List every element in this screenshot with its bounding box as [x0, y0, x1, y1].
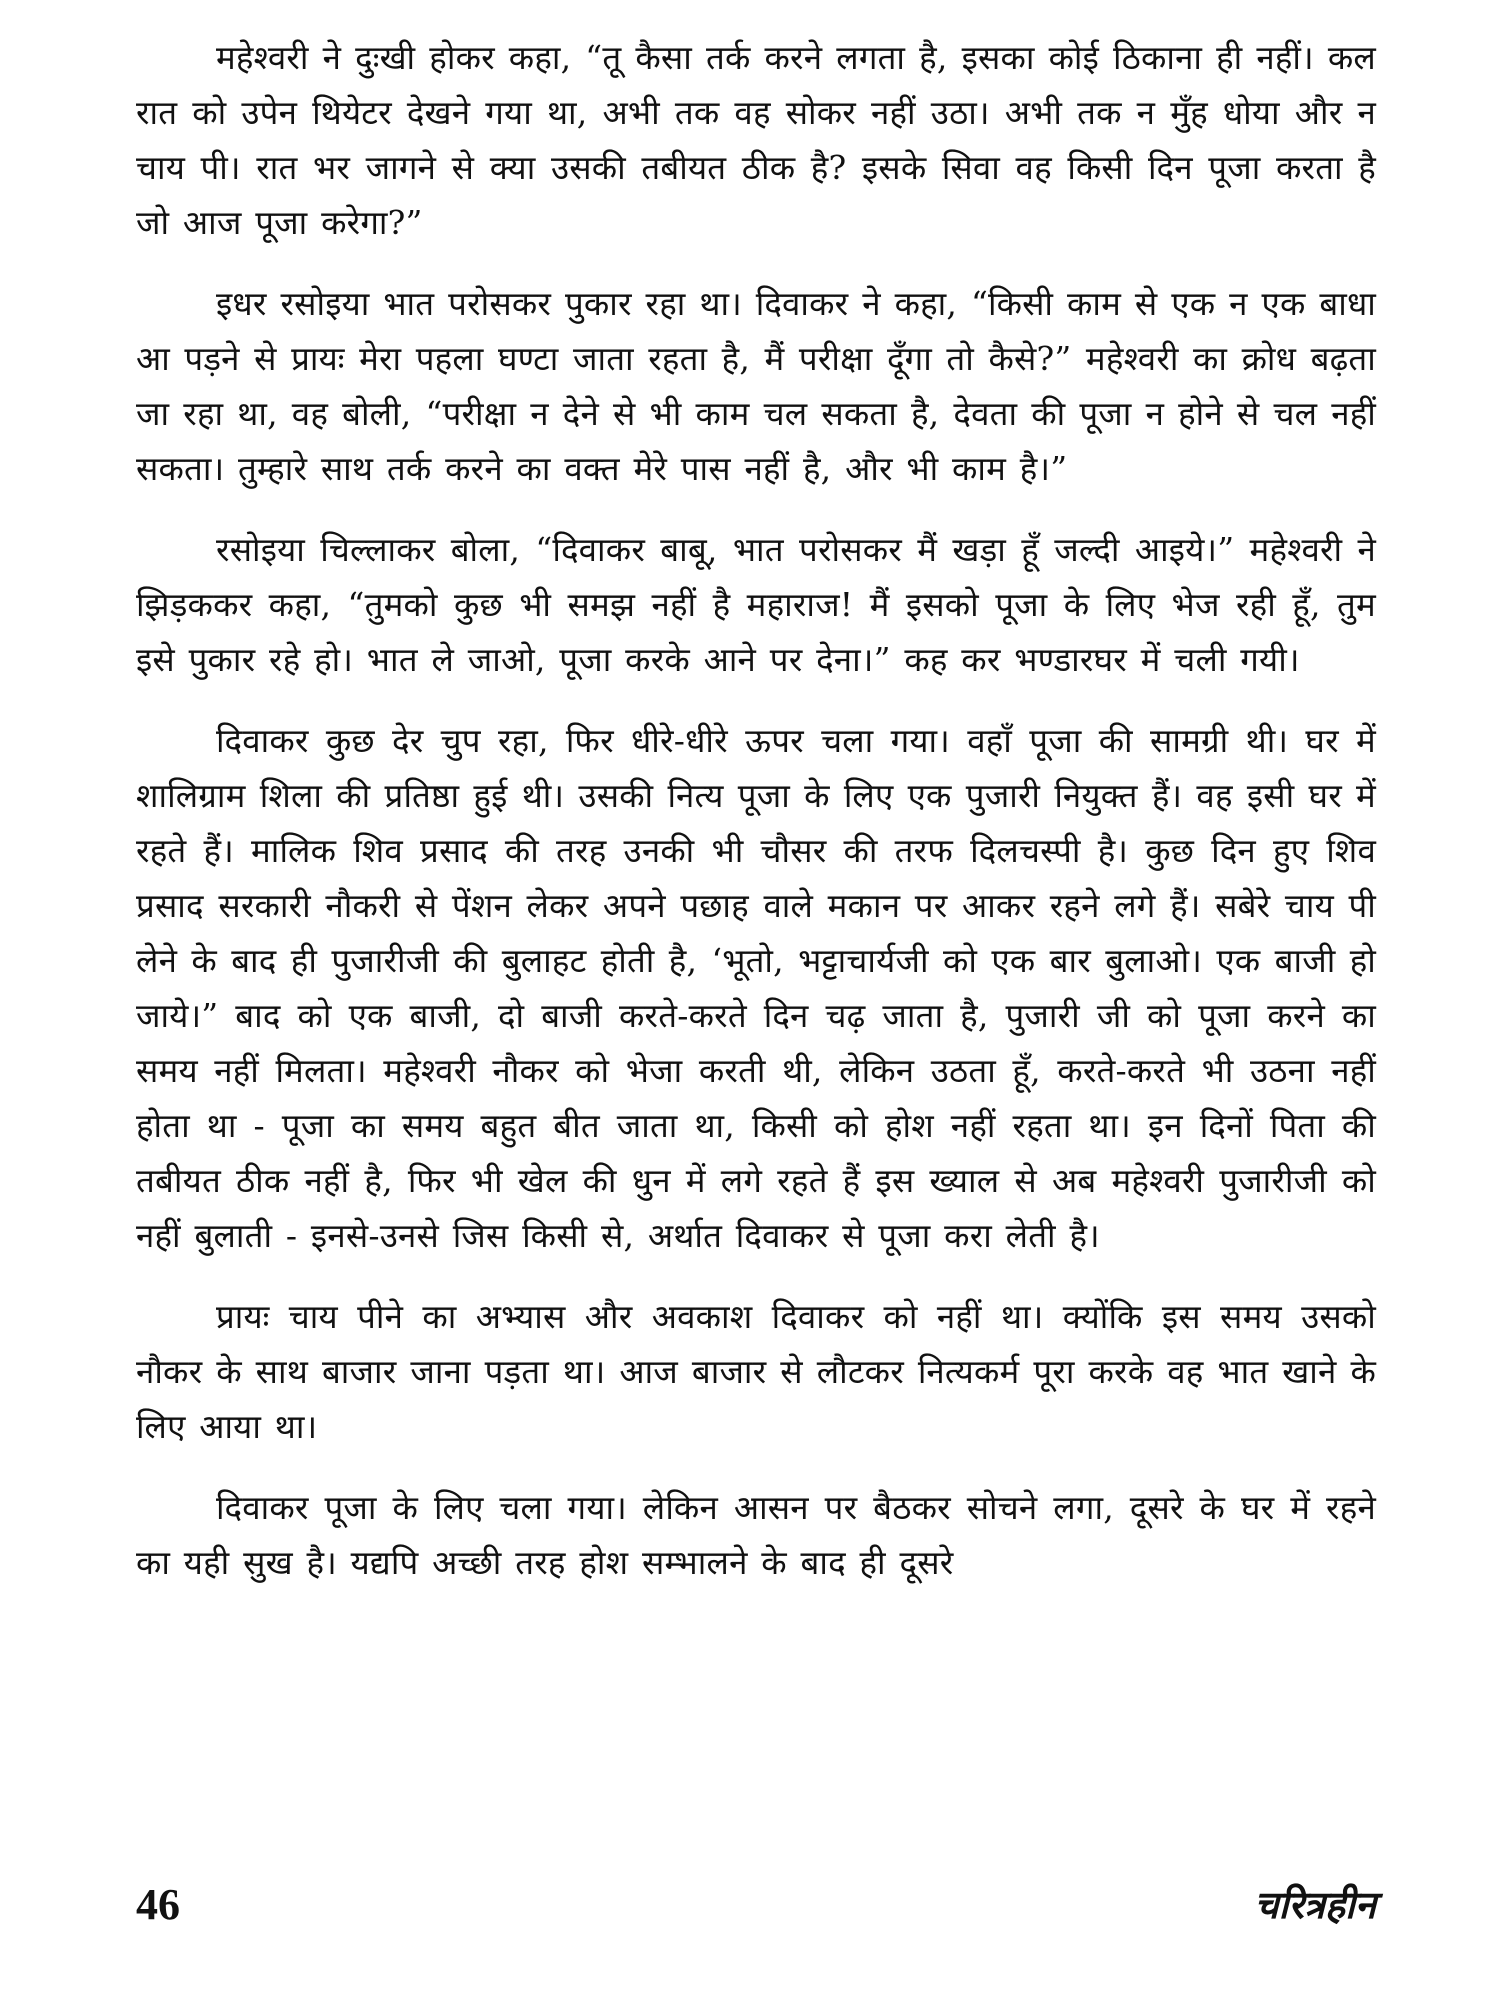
book-page [136, 30, 1376, 1970]
paragraph-5: प्रायः चाय पीने का अभ्यास और अवकाश दिवाकर को नहीं था। क्योंकि इस समय उसको नौकर के साथ बाजार जाना पड़ता था। आज बाजार से लौटकर नित्यकर्म पूरा करके वह भात खाने के लिए आया था। [136, 1297, 1376, 1446]
paragraph-3: रसोइया चिल्लाकर बोला, “दिवाकर बाबू, भात परोसकर मैं खड़ा हूँ जल्दी आइये।” महेश्वरी ने झिड़ककर कहा, “तुमको कुछ भी समझ नहीं है महाराज! मैं इसको पूजा के लिए भेज रही हूँ, तुम इसे पुकार रहे हो। भात ले जाओ, पूजा करके आने पर देना।” कह कर भण्डारघर में चली गयी। [136, 530, 1376, 679]
running-title: चरित्रहीन [1254, 1883, 1376, 1927]
body-text [136, 30, 1376, 1616]
paragraph-6: दिवाकर पूजा के लिए चला गया। लेकिन आसन पर बैठकर सोचने लगा, दूसरे के घर में रहने का यही सुख है। यद्यपि अच्छी तरह होश सम्भालने के बाद ही दूसरे [136, 1488, 1376, 1582]
paragraph-2: इधर रसोइया भात परोसकर पुकार रहा था। दिवाकर ने कहा, “किसी काम से एक न एक बाधा आ पड़ने से प्रायः मेरा पहला घण्टा जाता रहता है, मैं परीक्षा दूँगा तो कैसे?” महेश्वरी का क्रोध बढ़ता जा रहा था, वह बोली, “परीक्षा न देने से भी काम चल सकता है, देवता की पूजा न होने से चल नहीं सकता। तुम्हारे साथ तर्क करने का वक्त मेरे पास नहीं है, और भी काम है।” [136, 284, 1376, 488]
page-footer [136, 1875, 1376, 1955]
paragraph-4: दिवाकर कुछ देर चुप रहा, फिर धीरे-धीरे ऊपर चला गया। वहाँ पूजा की सामग्री थी। घर में शालिग्राम शिला की प्रतिष्ठा हुई थी। उसकी नित्य पूजा के लिए एक पुजारी नियुक्त हैं। वह इसी घर में रहते हैं। मालिक शिव प्रसाद की तरह उनकी भी चौसर की तरफ दिलचस्पी है। कुछ दिन हुए शिव प्रसाद सरकारी नौकरी से पेंशन लेकर अपने पछाह वाले मकान पर आकर रहने लगे हैं। सबेरे चाय पी लेने के बाद ही पुजारीजी की बुलाहट होती है, ‘भूतो, भट्टाचार्यजी को एक बार बुलाओ। एक बाजी हो जाये।” बाद को एक बाजी, दो बाजी करते-करते दिन चढ़ जाता है, पुजारी जी को पूजा करने का समय नहीं मिलता। महेश्वरी नौकर को भेजा करती थी, लेकिन उठता हूँ, करते-करते भी उठना नहीं होता था - पूजा का समय बहुत बीत जाता था, किसी को होश नहीं रहता था। इन दिनों पिता की तबीयत ठीक नहीं है, फिर भी खेल की धुन में लगे रहते हैं इस ख्याल से अब महेश्वरी पुजारीजी को नहीं बुलाती - इनसे-उनसे जिस किसी से, अर्थात दिवाकर से पूजा करा लेती है। [136, 721, 1376, 1255]
paragraph-1: महेश्वरी ने दुःखी होकर कहा, “तू कैसा तर्क करने लगता है, इसका कोई ठिकाना ही नहीं। कल रात को उपेन थियेटर देखने गया था, अभी तक वह सोकर नहीं उठा। अभी तक न मुँह धोया और न चाय पी। रात भर जागने से क्या उसकी तबीयत ठीक है? इसके सिवा वह किसी दिन पूजा करता है जो आज पूजा करेगा?” [136, 38, 1376, 242]
page-number: 46 [136, 1880, 180, 1929]
